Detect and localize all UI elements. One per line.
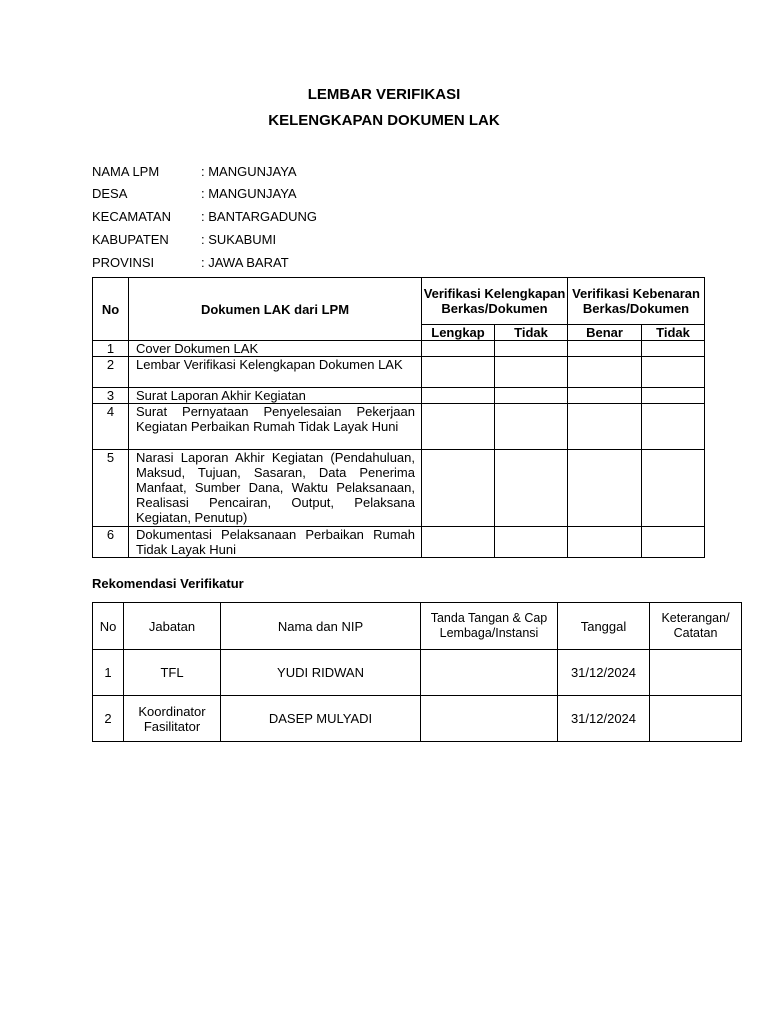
cell-tidak-benar[interactable]: [642, 341, 705, 357]
header-no: No: [93, 278, 129, 341]
cell-lengkap[interactable]: [422, 527, 495, 558]
document-verification-table: [92, 277, 705, 558]
info-label: DESA: [92, 186, 128, 201]
info-value: : JAWA BARAT: [201, 255, 289, 270]
cell-benar[interactable]: [568, 527, 642, 558]
cell-tidak-benar[interactable]: [642, 527, 705, 558]
header-jabatan: Jabatan: [124, 603, 221, 650]
info-label: NAMA LPM: [92, 164, 160, 179]
cell-lengkap[interactable]: [422, 357, 495, 388]
header-tidak-benar: Tidak: [642, 325, 705, 341]
cell-tidak-lengkap[interactable]: [495, 357, 568, 388]
header-verifikasi-kebenaran: Verifikasi Kebenaran Berkas/Dokumen: [568, 278, 705, 325]
cell-lengkap[interactable]: [422, 450, 495, 527]
recommendation-table: [92, 602, 742, 742]
row-number: 2: [93, 357, 129, 388]
header-nama-nip: Nama dan NIP: [221, 603, 421, 650]
row-document: Surat Laporan Akhir Kegiatan: [129, 388, 422, 404]
cell-lengkap[interactable]: [422, 404, 495, 450]
info-label: PROVINSI: [92, 255, 155, 270]
cell-benar[interactable]: [568, 404, 642, 450]
header-keterangan: Keterangan/ Catatan: [650, 603, 742, 650]
row-document: Dokumentasi Pelaksanaan Perbaikan Rumah Tidak Layak Huni: [129, 527, 422, 558]
row-document: Narasi Laporan Akhir Kegiatan (Pendahuluan, Maksud, Tujuan, Sasaran, Data Penerima Manfaat, Sumber Dana, Waktu Pelaksanaan, Realisasi Pencairan, Output, Pelaksana Kegiatan, Penutup): [129, 450, 422, 527]
cell-tidak-lengkap[interactable]: [495, 404, 568, 450]
cell-tidak-benar[interactable]: [642, 404, 705, 450]
row-tanggal: 31/12/2024: [558, 696, 650, 742]
info-value: : BANTARGADUNG: [201, 209, 318, 224]
row-number: 4: [93, 404, 129, 450]
row-number: 1: [93, 341, 129, 357]
info-value: : MANGUNJAYA: [201, 186, 297, 201]
row-number: 2: [93, 696, 124, 742]
cell-lengkap[interactable]: [422, 341, 495, 357]
header-verifikasi-kelengkapan: Verifikasi Kelengkapan Berkas/Dokumen: [422, 278, 568, 325]
header-no: No: [93, 603, 124, 650]
table-row: [93, 650, 742, 696]
info-label: KABUPATEN: [92, 232, 169, 247]
cell-tidak-benar[interactable]: [642, 357, 705, 388]
table-row: [93, 388, 705, 404]
row-signature[interactable]: [421, 650, 558, 696]
table-row: [93, 404, 705, 450]
row-number: 3: [93, 388, 129, 404]
cell-benar[interactable]: [568, 450, 642, 527]
cell-tidak-lengkap[interactable]: [495, 527, 568, 558]
cell-tidak-benar[interactable]: [642, 450, 705, 527]
table-row: [93, 450, 705, 527]
table-row: [93, 357, 705, 388]
recommendation-title: Rekomendasi Verifikatur: [92, 576, 244, 591]
row-nama: YUDI RIDWAN: [221, 650, 421, 696]
table-row: [93, 527, 705, 558]
row-tanggal: 31/12/2024: [558, 650, 650, 696]
row-jabatan: Koordinator Fasilitator: [124, 696, 221, 742]
info-value: : MANGUNJAYA: [201, 164, 297, 179]
header-tanda-tangan: Tanda Tangan & Cap Lembaga/Instansi: [421, 603, 558, 650]
row-document: Lembar Verifikasi Kelengkapan Dokumen LAK: [129, 357, 422, 388]
row-signature[interactable]: [421, 696, 558, 742]
cell-lengkap[interactable]: [422, 388, 495, 404]
cell-benar[interactable]: [568, 341, 642, 357]
row-number: 6: [93, 527, 129, 558]
cell-benar[interactable]: [568, 388, 642, 404]
row-keterangan[interactable]: [650, 650, 742, 696]
header-document: Dokumen LAK dari LPM: [129, 278, 422, 341]
info-label: KECAMATAN: [92, 209, 171, 224]
row-number: 1: [93, 650, 124, 696]
cell-benar[interactable]: [568, 357, 642, 388]
row-nama: DASEP MULYADI: [221, 696, 421, 742]
cell-tidak-benar[interactable]: [642, 388, 705, 404]
cell-tidak-lengkap[interactable]: [495, 388, 568, 404]
header-tanggal: Tanggal: [558, 603, 650, 650]
row-jabatan: TFL: [124, 650, 221, 696]
row-keterangan[interactable]: [650, 696, 742, 742]
header-lengkap: Lengkap: [422, 325, 495, 341]
cell-tidak-lengkap[interactable]: [495, 450, 568, 527]
table-row: [93, 341, 705, 357]
title-line-2: KELENGKAPAN DOKUMEN LAK: [268, 112, 500, 129]
title-line-1: LEMBAR VERIFIKASI: [307, 86, 461, 103]
info-value: : SUKABUMI: [201, 232, 277, 247]
row-document: Cover Dokumen LAK: [129, 341, 422, 357]
row-number: 5: [93, 450, 129, 527]
table-row: [93, 696, 742, 742]
header-tidak-lengkap: Tidak: [495, 325, 568, 341]
header-benar: Benar: [568, 325, 642, 341]
cell-tidak-lengkap[interactable]: [495, 341, 568, 357]
row-document: Surat Pernyataan Penyelesaian Pekerjaan Kegiatan Perbaikan Rumah Tidak Layak Huni: [129, 404, 422, 450]
